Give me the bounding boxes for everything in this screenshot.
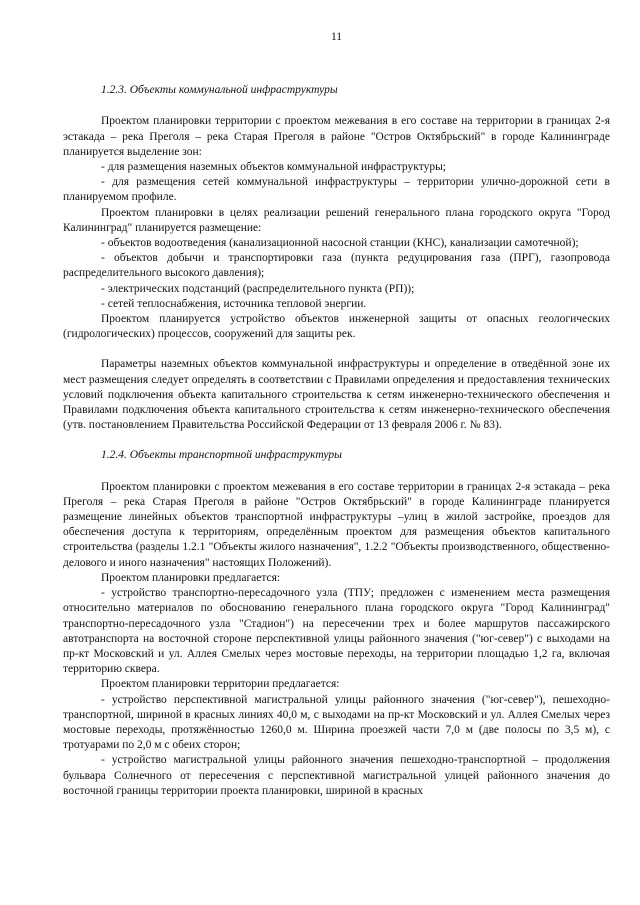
list-item: - устройство магистральной улицы районного значения пешеходно-транспортной – продолжения бульвара Солнечного от пересечения с перспективной магистральной улицей районного значения до восточной границы территории проекта планировки, шириной в красных	[63, 754, 610, 797]
list-item: - устройство перспективной магистральной улицы районного значения ("юг-север"), пешеходно-транспортной, шириной в красных линиях 40,0 м, с выходами на пр-кт Московский и ул. Аллея Смелых через мостовые переходы, протяжённостью 1260,0 м. Ширина проезжей части 7,0 м (две полосы по 3,5 м), с тротуарами по 2,0 м с обеих сторон;	[63, 693, 610, 752]
paragraph: Проектом планировки территории предлагается:	[101, 678, 340, 691]
paragraph: Проектом планировки предлагается:	[101, 571, 281, 584]
list-item: - для размещения сетей коммунальной инфраструктуры – территории улично-дорожной сети в планируемом профиле.	[63, 176, 610, 204]
paragraph: Проектом планируется устройство объектов инженерной защиты от опасных геологических (гидрологических) процессов, сооружений для защиты рек.	[63, 313, 610, 341]
list-item: - сетей теплоснабжения, источника тепловой энергии.	[101, 297, 367, 310]
page-number: 11	[330, 31, 343, 43]
section-heading-utilities: 1.2.3. Объекты коммунальной инфраструктуры	[101, 84, 338, 97]
paragraph: Проектом планировки территории с проектом межевания в его составе на территории в границах 2-я эстакада – река Преголя – река Старая Преголя в районе "Остров Октябрьский" в городе Калининграде планируется выделение зон:	[63, 115, 610, 158]
list-item: - электрических подстанций (распределительного пункта (РП));	[101, 282, 415, 295]
paragraph: Проектом планировки с проектом межевания в его составе территории в границах 2-я эстакада – река Преголя – река Старая Преголя в районе "Остров Октябрьский" в городе Калининграде планируется размещение линейных объектов транспортной инфраструктуры –улиц в жилой застройке, проездов для обеспечения доступа к территориям, определённым проектом для размещения объектов капитального строительства (разделы 1.2.1 "Объекты жилого назначения", 1.2.2 "Объекты производственного, общественно-делового и иного назначения" настоящих Положений).	[63, 480, 610, 569]
paragraph: Проектом планировки в целях реализации решений генерального плана городского округа "Город Калининград" планируется размещение:	[63, 206, 610, 234]
list-item: - устройство транспортно-пересадочного узла (ТПУ; предложен с изменением места размещения относительно материалов по обоснованию генерального плана городского округа "Город Калининград" транспортно-пересадочного узла "Стадион") на пересечении трех и более маршрутов пассажирского автотранспорта на восточной стороне перспективной улицы районного значения ("юг-север") с выходами на пр-кт Московский и ул. Аллея Смелых через мостовые переходы, на территории площадью 1,2 га, включая территорию сквера.	[63, 587, 610, 676]
paragraph: Параметры наземных объектов коммунальной инфраструктуры и определение в отведённой зоне их мест размещения следует определять в соответствии с Правилами определения и предоставления технических условий подключения объекта капитального строительства к сетям инженерно-технического обеспечения и Правилами подключения объекта капитального строительства к сетям инженерно-технического обеспечения (утв. постановлением Правительства Российской Федерации от 13 февраля 2006 г. № 83).	[63, 358, 610, 432]
list-item: - объектов добычи и транспортировки газа (пункта редуцирования газа (ПРГ), газопровода распределительного высокого давления);	[63, 252, 610, 280]
list-item: - объектов водоотведения (канализационной насосной станции (КНС), канализации самотечной);	[101, 237, 579, 250]
section-heading-transport: 1.2.4. Объекты транспортной инфраструктуры	[101, 449, 342, 462]
list-item: - для размещения наземных объектов коммунальной инфраструктуры;	[101, 161, 447, 174]
